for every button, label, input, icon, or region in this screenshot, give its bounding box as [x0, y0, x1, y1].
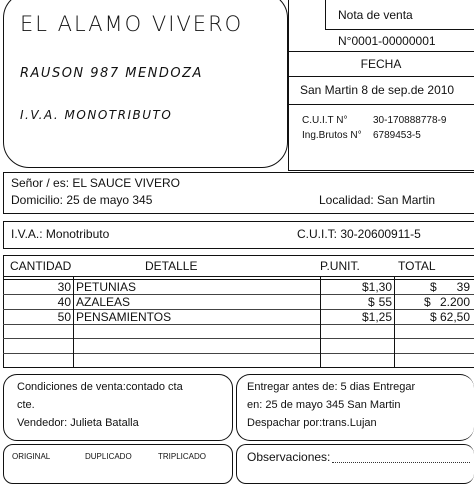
ib-value: 6789453-5 — [373, 130, 421, 141]
conditions-line2: cte. — [17, 399, 35, 411]
row-total-currency: $ — [424, 295, 431, 309]
delivery-line3: Despachar por:trans.Lujan — [247, 417, 377, 429]
row-unit: 1,25 — [368, 310, 392, 324]
ib-label: Ing.Brutos N° — [302, 130, 362, 141]
col-qty: CANTIDAD — [10, 259, 72, 273]
col-detail: DETALLE — [145, 259, 198, 273]
row-qty: 40 — [57, 295, 71, 309]
copy-triplicate: TRIPLICADO — [158, 452, 207, 461]
delivery-line2: en: 25 de mayo 345 San Martin — [247, 399, 401, 411]
row-total-currency: $ — [430, 310, 437, 324]
customer-iva: I.V.A.: Monotributo — [11, 227, 110, 241]
issuer-tax-status: I.V.A. MONOTRIBUTO — [20, 108, 173, 122]
row-detail: PENSAMIENTOS — [76, 310, 172, 324]
customer-address: Domicilio: 25 de mayo 345 — [11, 193, 153, 207]
observations-label: Observaciones: — [247, 450, 331, 464]
cuit-label: C.U.I.T N° — [302, 115, 348, 126]
date-value: San Martin 8 de sep.de 2010 — [300, 83, 455, 97]
issuer-name: EL ALAMO VIVERO — [20, 12, 244, 36]
row-unit-currency: $ — [368, 295, 375, 309]
copies-box — [3, 444, 233, 484]
row-total: 2.200 — [439, 295, 470, 309]
row-detail: AZALEAS — [76, 295, 131, 309]
cuit-value: 30-170888778-9 — [373, 115, 447, 126]
customer-name: Señor / es: EL SAUCE VIVERO — [11, 176, 180, 190]
col-unit: P.UNIT. — [320, 259, 360, 273]
row-total-currency: $ — [430, 280, 437, 294]
row-unit-currency: $ — [362, 310, 369, 324]
conditions-line1: Condiciones de venta:contado cta — [17, 381, 183, 393]
row-total: 39 — [456, 280, 470, 294]
row-unit: 55 — [378, 295, 392, 309]
customer-locality: Localidad: San Martin — [319, 193, 436, 207]
seller-line: Vendedor: Julieta Batalla — [17, 417, 139, 429]
customer-cuit: C.U.I.T: 30-20600911-5 — [297, 227, 421, 241]
row-qty: 50 — [57, 310, 71, 324]
row-total: 62,50 — [439, 310, 470, 324]
doc-number: N°0001-00000001 — [338, 34, 436, 48]
delivery-line1: Entregar antes de: 5 dias Entregar — [247, 381, 416, 393]
doc-title: Nota de venta — [338, 8, 413, 22]
date-label: FECHA — [360, 57, 402, 71]
observations-line — [332, 462, 470, 463]
row-unit-currency: $ — [362, 280, 369, 294]
copy-duplicate: DUPLICADO — [85, 452, 132, 461]
copy-original: ORIGINAL — [12, 452, 51, 461]
col-total: TOTAL — [398, 259, 436, 273]
row-unit: 1,30 — [368, 280, 392, 294]
row-detail: PETUNIAS — [76, 280, 137, 294]
issuer-address: RAUSON 987 MENDOZA — [20, 66, 203, 81]
row-qty: 30 — [57, 280, 71, 294]
